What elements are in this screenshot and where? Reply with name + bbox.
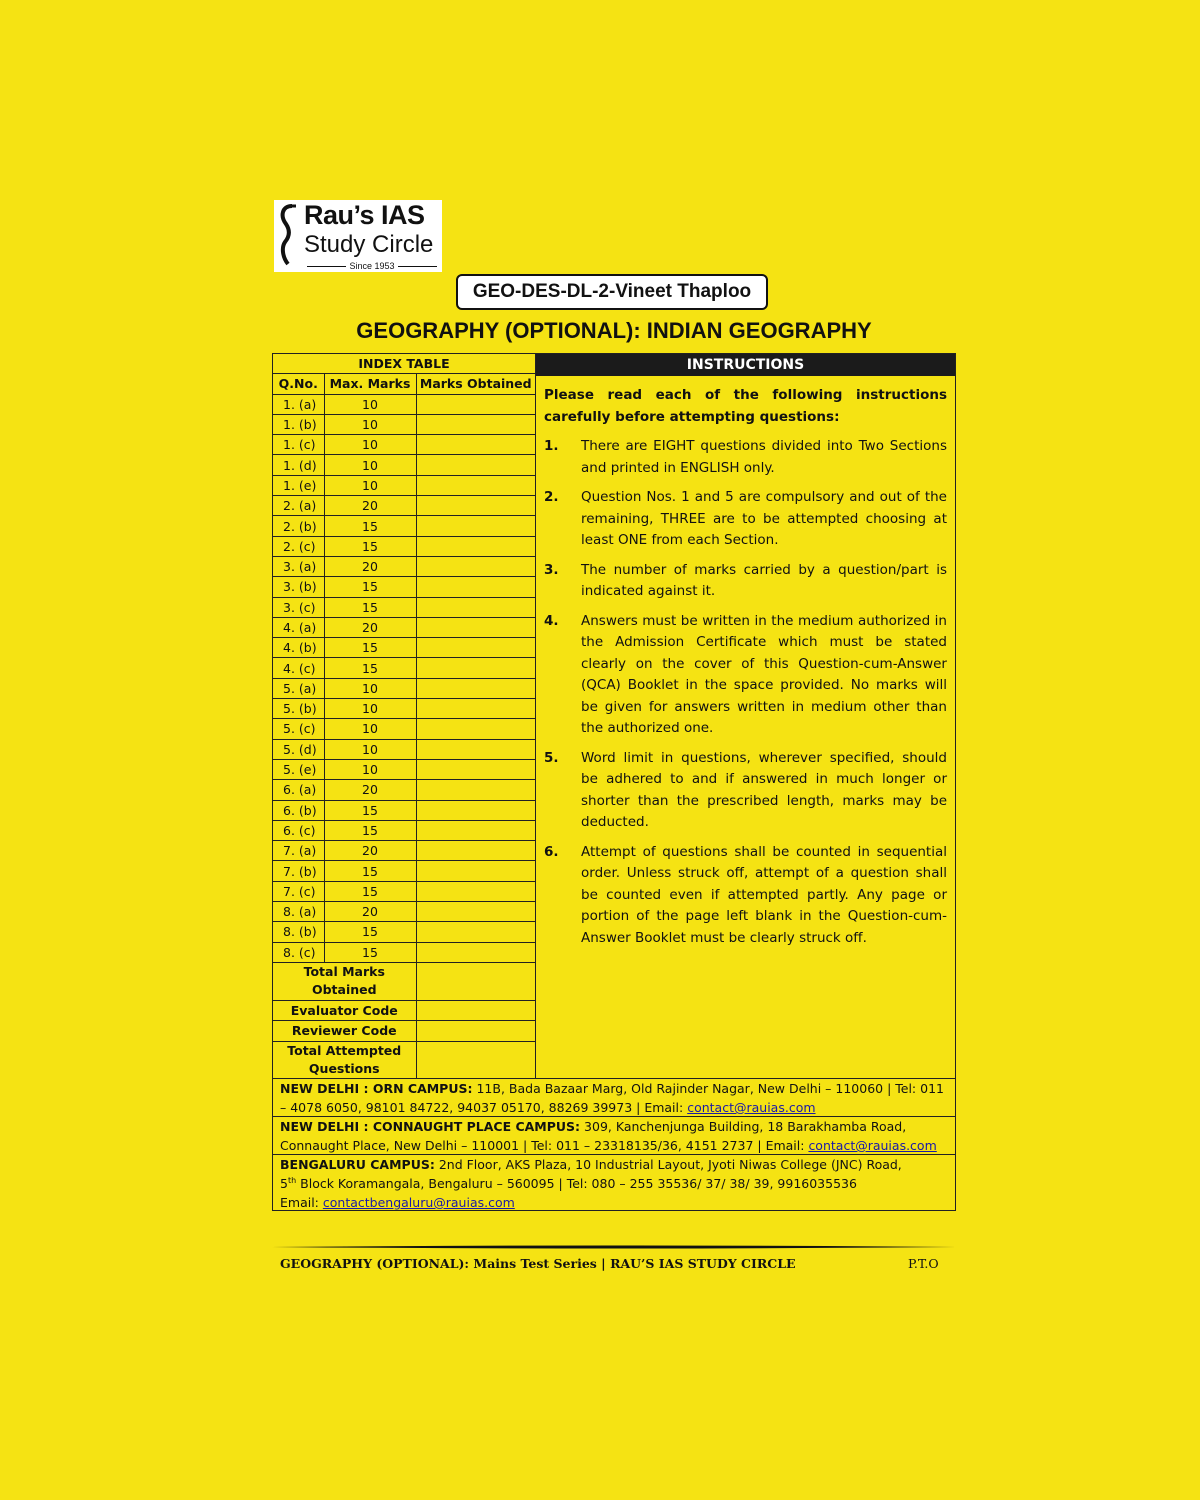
marks-obtained-cell[interactable] bbox=[416, 475, 535, 495]
since-rule-right bbox=[398, 266, 437, 267]
table-row bbox=[273, 800, 535, 820]
table-row bbox=[273, 780, 535, 800]
marks-obtained-cell[interactable] bbox=[416, 841, 535, 861]
campus-cp-name: NEW DELHI : CONNAUGHT PLACE CAMPUS: bbox=[280, 1119, 581, 1134]
question-number: 5. (a) bbox=[273, 678, 324, 698]
marks-obtained-cell[interactable] bbox=[416, 516, 535, 536]
max-marks: 10 bbox=[324, 435, 416, 455]
marks-obtained-cell[interactable] bbox=[416, 394, 535, 414]
question-number: 3. (a) bbox=[273, 556, 324, 576]
max-marks: 20 bbox=[324, 902, 416, 922]
instruction-item bbox=[544, 748, 947, 834]
instructions-section bbox=[536, 354, 955, 1078]
marks-obtained-cell[interactable] bbox=[416, 678, 535, 698]
question-number: 3. (b) bbox=[273, 577, 324, 597]
table-row bbox=[273, 577, 535, 597]
marks-obtained-cell[interactable] bbox=[416, 881, 535, 901]
table-row bbox=[273, 699, 535, 719]
footer-series-label: GEOGRAPHY (OPTIONAL): Mains Test Series | RAU’S IAS STUDY CIRCLE bbox=[280, 1256, 796, 1271]
table-row bbox=[273, 414, 535, 434]
marks-obtained-cell[interactable] bbox=[416, 617, 535, 637]
instructions-heading: INSTRUCTIONS bbox=[536, 354, 955, 376]
table-row bbox=[273, 861, 535, 881]
question-number: 8. (b) bbox=[273, 922, 324, 942]
max-marks: 20 bbox=[324, 841, 416, 861]
question-number: 2. (a) bbox=[273, 496, 324, 516]
max-marks: 15 bbox=[324, 577, 416, 597]
question-number: 5. (b) bbox=[273, 699, 324, 719]
instructions-list bbox=[544, 436, 947, 949]
table-row bbox=[273, 556, 535, 576]
table-row bbox=[273, 475, 535, 495]
instruction-number: 6. bbox=[544, 843, 559, 860]
campus-orn bbox=[273, 1078, 955, 1117]
question-number: 8. (c) bbox=[273, 942, 324, 962]
max-marks: 20 bbox=[324, 556, 416, 576]
question-number: 3. (c) bbox=[273, 597, 324, 617]
campus-orn-address: 11B, Bada Bazaar Marg, Old Rajinder Nagar, New Delhi – 110060 | Tel: 011 – 4078 6050, 98101 84722, 94037 05170, 88269 39973 | Email: bbox=[280, 1081, 944, 1115]
instruction-item bbox=[544, 842, 947, 950]
instruction-item bbox=[544, 436, 947, 479]
index-table-section bbox=[273, 354, 536, 1078]
total-marks-label: Total Marks Obtained bbox=[273, 962, 416, 1000]
max-marks: 15 bbox=[324, 516, 416, 536]
campus-blr-name: BENGALURU CAMPUS: bbox=[280, 1157, 435, 1172]
question-number: 1. (e) bbox=[273, 475, 324, 495]
marks-obtained-cell[interactable] bbox=[416, 496, 535, 516]
instruction-number: 4. bbox=[544, 612, 559, 629]
table-row bbox=[273, 820, 535, 840]
question-number: 1. (b) bbox=[273, 414, 324, 434]
marks-obtained-cell[interactable] bbox=[416, 556, 535, 576]
evaluator-code-label: Evaluator Code bbox=[273, 1000, 416, 1020]
table-row bbox=[273, 617, 535, 637]
marks-obtained-cell[interactable] bbox=[416, 597, 535, 617]
logo-emblem-icon bbox=[276, 202, 298, 268]
table-row bbox=[273, 942, 535, 962]
campus-connaught-place bbox=[273, 1116, 955, 1155]
max-marks: 15 bbox=[324, 881, 416, 901]
marks-obtained-cell[interactable] bbox=[416, 699, 535, 719]
table-row bbox=[273, 841, 535, 861]
table-row bbox=[273, 658, 535, 678]
campus-blr-address-1: 2nd Floor, AKS Plaza, 10 Industrial Layout, Jyoti Niwas College (JNC) Road, bbox=[434, 1157, 902, 1172]
question-number: 1. (a) bbox=[273, 394, 324, 414]
test-code-box: GEO-DES-DL-2-Vineet Thaploo bbox=[456, 274, 768, 310]
max-marks: 15 bbox=[324, 922, 416, 942]
instruction-item bbox=[544, 487, 947, 552]
marks-obtained-cell[interactable] bbox=[416, 577, 535, 597]
table-row bbox=[273, 739, 535, 759]
table-row bbox=[273, 902, 535, 922]
marks-obtained-cell[interactable] bbox=[416, 922, 535, 942]
max-marks: 10 bbox=[324, 455, 416, 475]
instruction-number: 1. bbox=[544, 438, 559, 454]
column-header-qno: Q.No. bbox=[273, 374, 324, 394]
total-attempted-label: Total Attempted Questions bbox=[273, 1041, 416, 1078]
max-marks: 10 bbox=[324, 759, 416, 779]
question-number: 1. (c) bbox=[273, 435, 324, 455]
max-marks: 10 bbox=[324, 739, 416, 759]
max-marks: 15 bbox=[324, 658, 416, 678]
max-marks: 15 bbox=[324, 638, 416, 658]
max-marks: 10 bbox=[324, 414, 416, 434]
marks-obtained-cell[interactable] bbox=[416, 638, 535, 658]
max-marks: 15 bbox=[324, 942, 416, 962]
table-row bbox=[273, 516, 535, 536]
institute-logo bbox=[274, 200, 442, 272]
marks-obtained-cell[interactable] bbox=[416, 759, 535, 779]
table-row bbox=[273, 496, 535, 516]
marks-obtained-cell[interactable] bbox=[416, 902, 535, 922]
instruction-item bbox=[544, 560, 947, 603]
campus-cp-address: 309, Kanchenjunga Building, 18 Barakhamba Road, Connaught Place, New Delhi – 110001 | Tel: 011 – 23318135/36, 4151 2737 | Email: bbox=[280, 1119, 907, 1153]
logo-name: Rau’s IAS bbox=[304, 200, 425, 230]
max-marks: 10 bbox=[324, 475, 416, 495]
instruction-number: 5. bbox=[544, 749, 559, 766]
logo-since bbox=[304, 261, 440, 271]
max-marks: 15 bbox=[324, 861, 416, 881]
instruction-item bbox=[544, 611, 947, 740]
table-row bbox=[273, 597, 535, 617]
reviewer-code-label: Reviewer Code bbox=[273, 1021, 416, 1041]
question-number: 7. (a) bbox=[273, 841, 324, 861]
table-row bbox=[273, 536, 535, 556]
index-table bbox=[273, 354, 535, 1078]
table-row bbox=[273, 922, 535, 942]
since-text: Since 1953 bbox=[349, 261, 395, 271]
campus-blr-address-2: Block Koramangala, Bengaluru – 560095 | Tel: 080 – 255 35536/ 37/ 38/ 39, 9916035536 bbox=[296, 1176, 857, 1191]
question-number: 2. (b) bbox=[273, 516, 324, 536]
max-marks: 20 bbox=[324, 617, 416, 637]
table-row bbox=[273, 678, 535, 698]
instruction-text: The number of marks carried by a question/part is indicated against it. bbox=[581, 561, 947, 599]
campus-cp-email-link[interactable]: contact@rauias.com bbox=[808, 1138, 937, 1153]
marks-obtained-cell[interactable] bbox=[416, 800, 535, 820]
page-title: GEOGRAPHY (OPTIONAL): INDIAN GEOGRAPHY bbox=[356, 318, 872, 343]
index-table-body bbox=[273, 394, 535, 962]
marks-obtained-cell[interactable] bbox=[416, 861, 535, 881]
max-marks: 15 bbox=[324, 597, 416, 617]
max-marks: 15 bbox=[324, 536, 416, 556]
since-rule-left bbox=[307, 266, 346, 267]
marks-obtained-cell[interactable] bbox=[416, 455, 535, 475]
question-number: 7. (c) bbox=[273, 881, 324, 901]
question-number: 4. (a) bbox=[273, 617, 324, 637]
question-number: 6. (b) bbox=[273, 800, 324, 820]
marks-obtained-cell[interactable] bbox=[416, 658, 535, 678]
table-row bbox=[273, 435, 535, 455]
marks-obtained-cell[interactable] bbox=[416, 739, 535, 759]
marks-obtained-cell[interactable] bbox=[416, 719, 535, 739]
max-marks: 10 bbox=[324, 394, 416, 414]
table-row bbox=[273, 638, 535, 658]
instruction-text: Question Nos. 1 and 5 are compulsory and out of the remaining, THREE are to be attempted choosing at least ONE from each Section. bbox=[581, 489, 947, 548]
max-marks: 15 bbox=[324, 800, 416, 820]
table-row bbox=[273, 455, 535, 475]
max-marks: 15 bbox=[324, 820, 416, 840]
question-number: 1. (d) bbox=[273, 455, 324, 475]
campus-blr-block-sup: th bbox=[287, 1175, 297, 1185]
max-marks: 20 bbox=[324, 496, 416, 516]
campus-bengaluru bbox=[273, 1154, 955, 1212]
max-marks: 10 bbox=[324, 719, 416, 739]
main-frame bbox=[272, 353, 956, 1211]
marks-obtained-cell[interactable] bbox=[416, 820, 535, 840]
total-attempted-cell[interactable] bbox=[416, 1041, 535, 1078]
campus-orn-name: NEW DELHI : ORN CAMPUS: bbox=[280, 1081, 473, 1096]
question-number: 8. (a) bbox=[273, 902, 324, 922]
footer-rule bbox=[272, 1245, 956, 1249]
reviewer-code-cell[interactable] bbox=[416, 1021, 535, 1041]
instruction-number: 2. bbox=[544, 489, 559, 505]
instruction-number: 3. bbox=[544, 561, 559, 578]
instruction-text: Word limit in questions, wherever specified, should be adhered to and if answered in much longer or shorter than the prescribed length, marks may be deducted. bbox=[581, 749, 947, 830]
table-row bbox=[273, 881, 535, 901]
instruction-text: There are EIGHT questions divided into Two Sections and printed in ENGLISH only. bbox=[581, 438, 947, 476]
instructions-intro: Please read each of the following instructions carefully before attempting questions: bbox=[544, 387, 947, 425]
marks-obtained-cell[interactable] bbox=[416, 435, 535, 455]
table-row bbox=[273, 719, 535, 739]
marks-obtained-cell[interactable] bbox=[416, 942, 535, 962]
campus-blr-email-link[interactable]: contactbengaluru@rauias.com bbox=[322, 1195, 515, 1210]
question-number: 4. (c) bbox=[273, 658, 324, 678]
campus-blr-block-num: 5 bbox=[280, 1176, 288, 1191]
question-number: 5. (e) bbox=[273, 759, 324, 779]
campus-orn-email-link[interactable]: contact@rauias.com bbox=[687, 1100, 816, 1115]
question-number: 5. (c) bbox=[273, 719, 324, 739]
question-number: 7. (b) bbox=[273, 861, 324, 881]
max-marks: 10 bbox=[324, 678, 416, 698]
max-marks: 10 bbox=[324, 699, 416, 719]
max-marks: 20 bbox=[324, 780, 416, 800]
table-row bbox=[273, 394, 535, 414]
marks-obtained-cell[interactable] bbox=[416, 414, 535, 434]
question-number: 6. (c) bbox=[273, 820, 324, 840]
footer-pto: P.T.O bbox=[908, 1256, 939, 1271]
question-number: 5. (d) bbox=[273, 739, 324, 759]
question-number: 2. (c) bbox=[273, 536, 324, 556]
evaluator-code-cell[interactable] bbox=[416, 1000, 535, 1020]
column-header-max-marks: Max. Marks bbox=[324, 374, 416, 394]
logo-subtitle: Study Circle bbox=[304, 231, 434, 258]
marks-obtained-cell[interactable] bbox=[416, 536, 535, 556]
table-row bbox=[273, 759, 535, 779]
instruction-text: Answers must be written in the medium authorized in the Admission Certificate which must be stated clearly on the cover of this Question-cum-Answer (QCA) Booklet in the space provided. No marks will be given for answers written in medium other than the authorized one. bbox=[581, 612, 947, 736]
marks-obtained-cell[interactable] bbox=[416, 780, 535, 800]
question-number: 6. (a) bbox=[273, 780, 324, 800]
column-header-marks-obtained: Marks Obtained bbox=[416, 374, 535, 394]
total-marks-cell[interactable] bbox=[416, 962, 535, 1000]
instruction-text: Attempt of questions shall be counted in sequential order. Unless struck off, attempt of a question shall be counted even if attempted partly. Any page or portion of the page left blank in the Question-cum-Answer Booklet must be clearly struck off. bbox=[581, 843, 947, 946]
index-table-heading: INDEX TABLE bbox=[273, 354, 535, 374]
campus-blr-email-label: Email: bbox=[280, 1195, 323, 1210]
question-number: 4. (b) bbox=[273, 638, 324, 658]
